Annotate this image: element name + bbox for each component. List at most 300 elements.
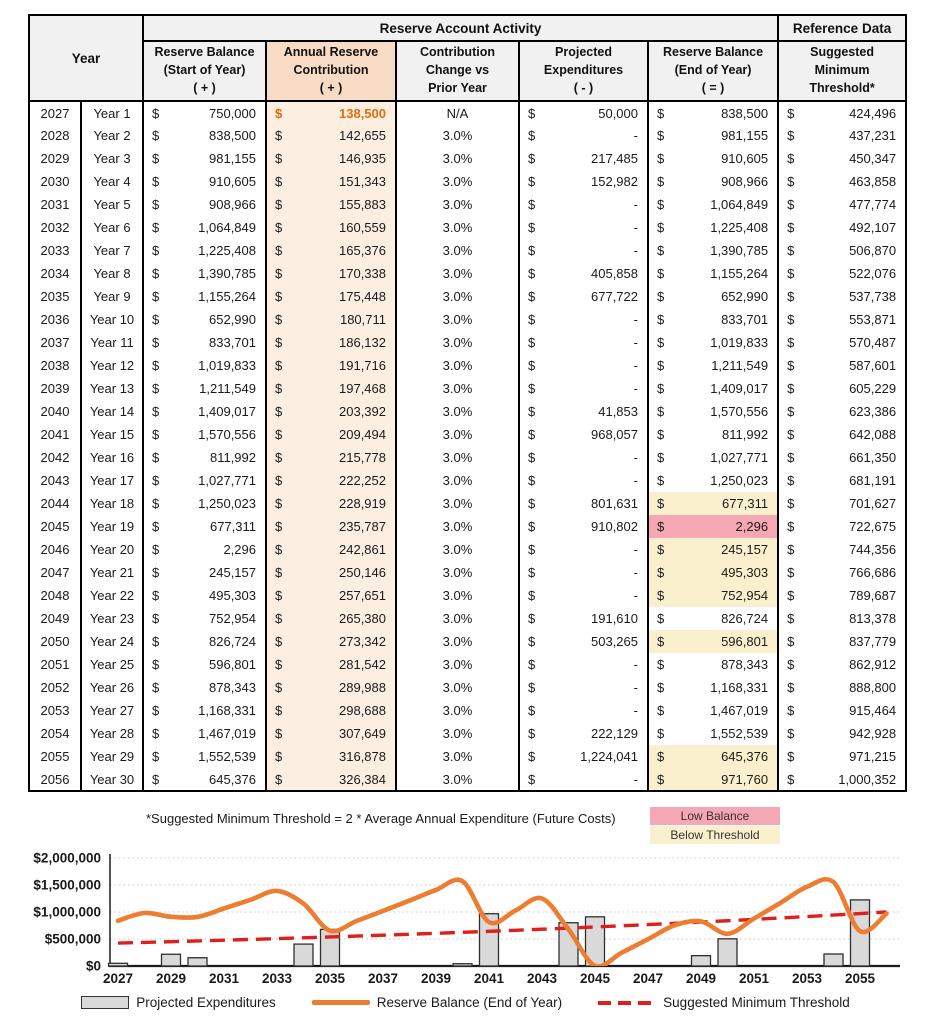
cell-annual-contribution: $ 289,988 [266, 676, 396, 699]
cell-min-threshold: $ 722,675 [778, 515, 906, 538]
cell-year: 2039 [29, 377, 81, 400]
cell-year-label: Year 9 [81, 285, 143, 308]
expenditure-bar [718, 939, 737, 966]
cell-contribution-change: 3.0% [396, 538, 519, 561]
cell-projected-expenditure: $ - [519, 193, 648, 216]
cell-year-label: Year 22 [81, 584, 143, 607]
legend-minimum-threshold: Suggested Minimum Threshold [598, 995, 850, 1010]
cell-contribution-change: 3.0% [396, 193, 519, 216]
cell-projected-expenditure: $ - [519, 699, 648, 722]
cell-min-threshold: $ 492,107 [778, 216, 906, 239]
cell-start-balance: $ 878,343 [143, 676, 266, 699]
cell-projected-expenditure: $ - [519, 676, 648, 699]
cell-annual-contribution: $ 175,448 [266, 285, 396, 308]
cell-year-label: Year 23 [81, 607, 143, 630]
cell-annual-contribution: $ 316,878 [266, 745, 396, 768]
cell-year: 2028 [29, 124, 81, 147]
cell-start-balance: $ 981,155 [143, 147, 266, 170]
cell-end-balance: $ 878,343 [648, 653, 778, 676]
cell-start-balance: $ 245,157 [143, 561, 266, 584]
cell-year: 2037 [29, 331, 81, 354]
cell-contribution-change: 3.0% [396, 469, 519, 492]
expenditure-bar [321, 929, 340, 966]
cell-end-balance: $ 2,296 [648, 515, 778, 538]
table-row [29, 124, 906, 147]
cell-projected-expenditure: $ 503,265 [519, 630, 648, 653]
cell-year: 2042 [29, 446, 81, 469]
table-row [29, 584, 906, 607]
cell-min-threshold: $ 450,347 [778, 147, 906, 170]
cell-projected-expenditure: $ - [519, 469, 648, 492]
y-tick-label: $1,000,000 [33, 904, 101, 920]
cell-end-balance: $ 245,157 [648, 538, 778, 561]
cell-year-label: Year 21 [81, 561, 143, 584]
cell-year-label: Year 20 [81, 538, 143, 561]
cell-projected-expenditure: $ - [519, 584, 648, 607]
col-header-projected-expenditures: Projected Expenditures ( - ) [519, 41, 648, 101]
cell-start-balance: $ 752,954 [143, 607, 266, 630]
cell-end-balance: $ 1,409,017 [648, 377, 778, 400]
cell-year: 2046 [29, 538, 81, 561]
cell-end-balance: $ 1,570,556 [648, 400, 778, 423]
table-row [29, 699, 906, 722]
cell-end-balance: $ 652,990 [648, 285, 778, 308]
cell-min-threshold: $ 837,779 [778, 630, 906, 653]
cell-end-balance: $ 971,760 [648, 768, 778, 791]
cell-year: 2052 [29, 676, 81, 699]
cell-start-balance: $ 677,311 [143, 515, 266, 538]
cell-end-balance: $ 1,211,549 [648, 354, 778, 377]
cell-start-balance: $ 1,064,849 [143, 216, 266, 239]
x-tick-label: 2035 [314, 971, 346, 986]
table-row [29, 722, 906, 745]
cell-end-balance: $ 1,019,833 [648, 331, 778, 354]
cell-min-threshold: $ 506,870 [778, 239, 906, 262]
cell-annual-contribution: $ 228,919 [266, 492, 396, 515]
col-header-start-balance: Reserve Balance (Start of Year) ( + ) [143, 41, 266, 101]
cell-projected-expenditure: $ - [519, 354, 648, 377]
cell-min-threshold: $ 570,487 [778, 331, 906, 354]
cell-projected-expenditure: $ 41,853 [519, 400, 648, 423]
cell-annual-contribution: $ 250,146 [266, 561, 396, 584]
cell-annual-contribution: $ 215,778 [266, 446, 396, 469]
cell-year: 2056 [29, 768, 81, 791]
cell-annual-contribution: $ 138,500 [266, 101, 396, 124]
cell-annual-contribution: $ 281,542 [266, 653, 396, 676]
cell-annual-contribution: $ 326,384 [266, 768, 396, 791]
cell-projected-expenditure: $ - [519, 331, 648, 354]
cell-annual-contribution: $ 191,716 [266, 354, 396, 377]
table-row [29, 147, 906, 170]
cell-projected-expenditure: $ 405,858 [519, 262, 648, 285]
cell-contribution-change: 3.0% [396, 653, 519, 676]
cell-year: 2034 [29, 262, 81, 285]
cell-year: 2049 [29, 607, 81, 630]
cell-min-threshold: $ 642,088 [778, 423, 906, 446]
cell-year: 2031 [29, 193, 81, 216]
cell-year: 2055 [29, 745, 81, 768]
cell-annual-contribution: $ 197,468 [266, 377, 396, 400]
x-tick-label: 2043 [526, 971, 558, 986]
cell-end-balance: $ 1,467,019 [648, 699, 778, 722]
cell-min-threshold: $ 477,774 [778, 193, 906, 216]
cell-contribution-change: 3.0% [396, 699, 519, 722]
x-tick-label: 2055 [844, 971, 876, 986]
cell-contribution-change: 3.0% [396, 170, 519, 193]
expenditure-bar [162, 954, 181, 966]
cell-end-balance: $ 752,954 [648, 584, 778, 607]
cell-contribution-change: 3.0% [396, 515, 519, 538]
table-row [29, 446, 906, 469]
cell-min-threshold: $ 701,627 [778, 492, 906, 515]
cell-year-label: Year 16 [81, 446, 143, 469]
cell-start-balance: $ 495,303 [143, 584, 266, 607]
cell-min-threshold: $ 661,350 [778, 446, 906, 469]
cell-contribution-change: 3.0% [396, 768, 519, 791]
activity-group-header: Reserve Account Activity [143, 15, 778, 41]
cell-projected-expenditure: $ - [519, 538, 648, 561]
cell-min-threshold: $ 862,912 [778, 653, 906, 676]
cell-start-balance: $ 1,409,017 [143, 400, 266, 423]
x-tick-label: 2027 [102, 971, 134, 986]
bar-swatch-icon [81, 996, 129, 1009]
table-row [29, 561, 906, 584]
cell-projected-expenditure: $ - [519, 768, 648, 791]
cell-end-balance: $ 677,311 [648, 492, 778, 515]
cell-start-balance: $ 1,211,549 [143, 377, 266, 400]
table-row [29, 538, 906, 561]
highlight-key [650, 807, 780, 845]
cell-year-label: Year 26 [81, 676, 143, 699]
cell-min-threshold: $ 623,386 [778, 400, 906, 423]
table-row [29, 423, 906, 446]
cell-contribution-change: 3.0% [396, 561, 519, 584]
cell-year: 2040 [29, 400, 81, 423]
cell-year-label: Year 18 [81, 492, 143, 515]
cell-contribution-change: 3.0% [396, 124, 519, 147]
cell-end-balance: $ 1,552,539 [648, 722, 778, 745]
cell-min-threshold: $ 789,687 [778, 584, 906, 607]
table-row [29, 101, 906, 124]
cell-end-balance: $ 910,605 [648, 147, 778, 170]
cell-year-label: Year 14 [81, 400, 143, 423]
cell-year: 2027 [29, 101, 81, 124]
cell-contribution-change: 3.0% [396, 676, 519, 699]
cell-start-balance: $ 1,168,331 [143, 699, 266, 722]
cell-contribution-change: 3.0% [396, 262, 519, 285]
cell-min-threshold: $ 813,378 [778, 607, 906, 630]
table-row [29, 262, 906, 285]
table-row [29, 676, 906, 699]
cell-end-balance: $ 495,303 [648, 561, 778, 584]
cell-end-balance: $ 838,500 [648, 101, 778, 124]
cell-year-label: Year 4 [81, 170, 143, 193]
expenditure-bar [109, 963, 128, 966]
expenditure-bar [692, 956, 711, 966]
cell-projected-expenditure: $ 801,631 [519, 492, 648, 515]
cell-year: 2038 [29, 354, 81, 377]
cell-year-label: Year 1 [81, 101, 143, 124]
cell-min-threshold: $ 437,231 [778, 124, 906, 147]
cell-end-balance: $ 1,225,408 [648, 216, 778, 239]
cell-year-label: Year 8 [81, 262, 143, 285]
cell-annual-contribution: $ 298,688 [266, 699, 396, 722]
table-row [29, 492, 906, 515]
cell-min-threshold: $ 553,871 [778, 308, 906, 331]
cell-start-balance: $ 811,992 [143, 446, 266, 469]
cell-year-label: Year 29 [81, 745, 143, 768]
cell-annual-contribution: $ 242,861 [266, 538, 396, 561]
cell-end-balance: $ 833,701 [648, 308, 778, 331]
table-row [29, 216, 906, 239]
cell-contribution-change: 3.0% [396, 308, 519, 331]
cell-year: 2030 [29, 170, 81, 193]
x-tick-label: 2045 [579, 971, 611, 986]
cell-end-balance: $ 1,168,331 [648, 676, 778, 699]
cell-start-balance: $ 1,570,556 [143, 423, 266, 446]
cell-annual-contribution: $ 146,935 [266, 147, 396, 170]
cell-start-balance: $ 1,027,771 [143, 469, 266, 492]
table-row [29, 331, 906, 354]
cell-projected-expenditure: $ 217,485 [519, 147, 648, 170]
cell-start-balance: $ 826,724 [143, 630, 266, 653]
table-row [29, 607, 906, 630]
cell-start-balance: $ 1,225,408 [143, 239, 266, 262]
expenditure-bar [188, 958, 207, 966]
cell-year-label: Year 2 [81, 124, 143, 147]
cell-start-balance: $ 645,376 [143, 768, 266, 791]
cell-annual-contribution: $ 257,651 [266, 584, 396, 607]
low-balance-badge: Low Balance [650, 807, 780, 825]
cell-contribution-change: 3.0% [396, 584, 519, 607]
cell-end-balance: $ 826,724 [648, 607, 778, 630]
y-tick-label: $1,500,000 [33, 877, 101, 893]
cell-start-balance: $ 750,000 [143, 101, 266, 124]
legend-reserve-balance: Reserve Balance (End of Year) [312, 995, 562, 1010]
cell-year-label: Year 17 [81, 469, 143, 492]
cell-contribution-change: 3.0% [396, 745, 519, 768]
cell-contribution-change: 3.0% [396, 446, 519, 469]
cell-year: 2032 [29, 216, 81, 239]
cell-year: 2050 [29, 630, 81, 653]
cell-annual-contribution: $ 151,343 [266, 170, 396, 193]
cell-annual-contribution: $ 222,252 [266, 469, 396, 492]
cell-contribution-change: 3.0% [396, 722, 519, 745]
cell-min-threshold: $ 522,076 [778, 262, 906, 285]
threshold-line [118, 912, 887, 943]
x-tick-label: 2041 [473, 971, 505, 986]
cell-start-balance: $ 1,467,019 [143, 722, 266, 745]
cell-contribution-change: 3.0% [396, 630, 519, 653]
col-header-annual-contribution: Annual Reserve Contribution ( + ) [266, 41, 396, 101]
cell-min-threshold: $ 681,191 [778, 469, 906, 492]
cell-contribution-change: 3.0% [396, 492, 519, 515]
cell-projected-expenditure: $ 968,057 [519, 423, 648, 446]
table-row [29, 630, 906, 653]
cell-start-balance: $ 1,155,264 [143, 285, 266, 308]
cell-projected-expenditure: $ - [519, 239, 648, 262]
reserve-funding-chart [0, 846, 931, 994]
table-row [29, 515, 906, 538]
cell-year-label: Year 6 [81, 216, 143, 239]
expenditure-bar [824, 954, 843, 966]
cell-contribution-change: 3.0% [396, 285, 519, 308]
cell-contribution-change: 3.0% [396, 423, 519, 446]
cell-start-balance: $ 908,966 [143, 193, 266, 216]
cell-projected-expenditure: $ - [519, 216, 648, 239]
cell-start-balance: $ 652,990 [143, 308, 266, 331]
x-tick-label: 2029 [155, 971, 187, 986]
cell-min-threshold: $ 915,464 [778, 699, 906, 722]
cell-year-label: Year 19 [81, 515, 143, 538]
table-row [29, 653, 906, 676]
cell-annual-contribution: $ 142,655 [266, 124, 396, 147]
cell-min-threshold: $ 1,000,352 [778, 768, 906, 791]
cell-year: 2051 [29, 653, 81, 676]
col-header-min-threshold: Suggested Minimum Threshold* [778, 41, 906, 101]
cell-year: 2053 [29, 699, 81, 722]
dashed-line-swatch-icon [598, 1001, 656, 1005]
cell-year: 2054 [29, 722, 81, 745]
below-threshold-badge: Below Threshold [650, 826, 780, 844]
cell-contribution-change: 3.0% [396, 239, 519, 262]
cell-year-label: Year 30 [81, 768, 143, 791]
year-column-header: Year [29, 15, 143, 101]
cell-contribution-change: N/A [396, 101, 519, 124]
cell-year-label: Year 24 [81, 630, 143, 653]
cell-year: 2047 [29, 561, 81, 584]
table-row [29, 400, 906, 423]
table-row [29, 745, 906, 768]
table-row [29, 377, 906, 400]
cell-year-label: Year 3 [81, 147, 143, 170]
cell-annual-contribution: $ 235,787 [266, 515, 396, 538]
table-row [29, 308, 906, 331]
cell-year-label: Year 5 [81, 193, 143, 216]
cell-end-balance: $ 1,027,771 [648, 446, 778, 469]
table-row [29, 170, 906, 193]
cell-end-balance: $ 811,992 [648, 423, 778, 446]
chart-legend [0, 995, 931, 1010]
cell-min-threshold: $ 744,356 [778, 538, 906, 561]
cell-projected-expenditure: $ - [519, 561, 648, 584]
cell-start-balance: $ 1,552,539 [143, 745, 266, 768]
cell-end-balance: $ 1,064,849 [648, 193, 778, 216]
reserve-table [28, 14, 907, 792]
table-row [29, 239, 906, 262]
x-tick-label: 2033 [261, 971, 293, 986]
reference-group-header: Reference Data [778, 15, 906, 41]
expenditure-bar [294, 944, 313, 966]
expenditure-bar [453, 964, 472, 966]
cell-contribution-change: 3.0% [396, 607, 519, 630]
x-tick-label: 2031 [208, 971, 240, 986]
cell-end-balance: $ 1,250,023 [648, 469, 778, 492]
cell-annual-contribution: $ 273,342 [266, 630, 396, 653]
cell-year-label: Year 7 [81, 239, 143, 262]
cell-projected-expenditure: $ 50,000 [519, 101, 648, 124]
cell-year-label: Year 11 [81, 331, 143, 354]
cell-start-balance: $ 910,605 [143, 170, 266, 193]
cell-year-label: Year 25 [81, 653, 143, 676]
x-tick-label: 2039 [420, 971, 452, 986]
cell-projected-expenditure: $ - [519, 308, 648, 331]
x-tick-label: 2049 [685, 971, 717, 986]
cell-start-balance: $ 1,390,785 [143, 262, 266, 285]
threshold-footnote: *Suggested Minimum Threshold = 2 * Average Annual Expenditure (Future Costs) [146, 811, 616, 826]
cell-projected-expenditure: $ 222,129 [519, 722, 648, 745]
col-header-end-balance: Reserve Balance (End of Year) ( = ) [648, 41, 778, 101]
cell-projected-expenditure: $ - [519, 446, 648, 469]
x-tick-label: 2047 [632, 971, 664, 986]
cell-end-balance: $ 1,155,264 [648, 262, 778, 285]
cell-year-label: Year 12 [81, 354, 143, 377]
cell-start-balance: $ 838,500 [143, 124, 266, 147]
cell-end-balance: $ 596,801 [648, 630, 778, 653]
reserve-balance-line [118, 879, 887, 966]
cell-min-threshold: $ 942,928 [778, 722, 906, 745]
table-row [29, 469, 906, 492]
cell-annual-contribution: $ 209,494 [266, 423, 396, 446]
cell-start-balance: $ 1,019,833 [143, 354, 266, 377]
cell-year: 2043 [29, 469, 81, 492]
cell-annual-contribution: $ 186,132 [266, 331, 396, 354]
cell-year-label: Year 28 [81, 722, 143, 745]
cell-contribution-change: 3.0% [396, 147, 519, 170]
cell-year: 2048 [29, 584, 81, 607]
cell-year: 2029 [29, 147, 81, 170]
cell-end-balance: $ 1,390,785 [648, 239, 778, 262]
cell-projected-expenditure: $ - [519, 653, 648, 676]
cell-min-threshold: $ 766,686 [778, 561, 906, 584]
cell-year: 2044 [29, 492, 81, 515]
cell-annual-contribution: $ 170,338 [266, 262, 396, 285]
cell-contribution-change: 3.0% [396, 216, 519, 239]
cell-min-threshold: $ 605,229 [778, 377, 906, 400]
cell-annual-contribution: $ 165,376 [266, 239, 396, 262]
x-tick-label: 2037 [367, 971, 399, 986]
y-tick-label: $500,000 [44, 931, 101, 947]
cell-start-balance: $ 2,296 [143, 538, 266, 561]
cell-annual-contribution: $ 155,883 [266, 193, 396, 216]
cell-year: 2035 [29, 285, 81, 308]
cell-annual-contribution: $ 307,649 [266, 722, 396, 745]
cell-start-balance: $ 1,250,023 [143, 492, 266, 515]
x-tick-label: 2053 [791, 971, 823, 986]
cell-min-threshold: $ 537,738 [778, 285, 906, 308]
cell-year: 2041 [29, 423, 81, 446]
cell-min-threshold: $ 888,800 [778, 676, 906, 699]
cell-end-balance: $ 981,155 [648, 124, 778, 147]
col-header-contribution-change: Contribution Change vs Prior Year [396, 41, 519, 101]
cell-end-balance: $ 908,966 [648, 170, 778, 193]
cell-start-balance: $ 596,801 [143, 653, 266, 676]
line-swatch-icon [312, 1000, 370, 1005]
table-row [29, 193, 906, 216]
cell-projected-expenditure: $ 910,802 [519, 515, 648, 538]
legend-projected-expenditures: Projected Expenditures [81, 995, 276, 1010]
cell-contribution-change: 3.0% [396, 331, 519, 354]
cell-year: 2045 [29, 515, 81, 538]
cell-year-label: Year 10 [81, 308, 143, 331]
cell-projected-expenditure: $ - [519, 377, 648, 400]
cell-annual-contribution: $ 203,392 [266, 400, 396, 423]
cell-annual-contribution: $ 160,559 [266, 216, 396, 239]
cell-projected-expenditure: $ 1,224,041 [519, 745, 648, 768]
table-row [29, 354, 906, 377]
cell-projected-expenditure: $ 191,610 [519, 607, 648, 630]
cell-year-label: Year 15 [81, 423, 143, 446]
